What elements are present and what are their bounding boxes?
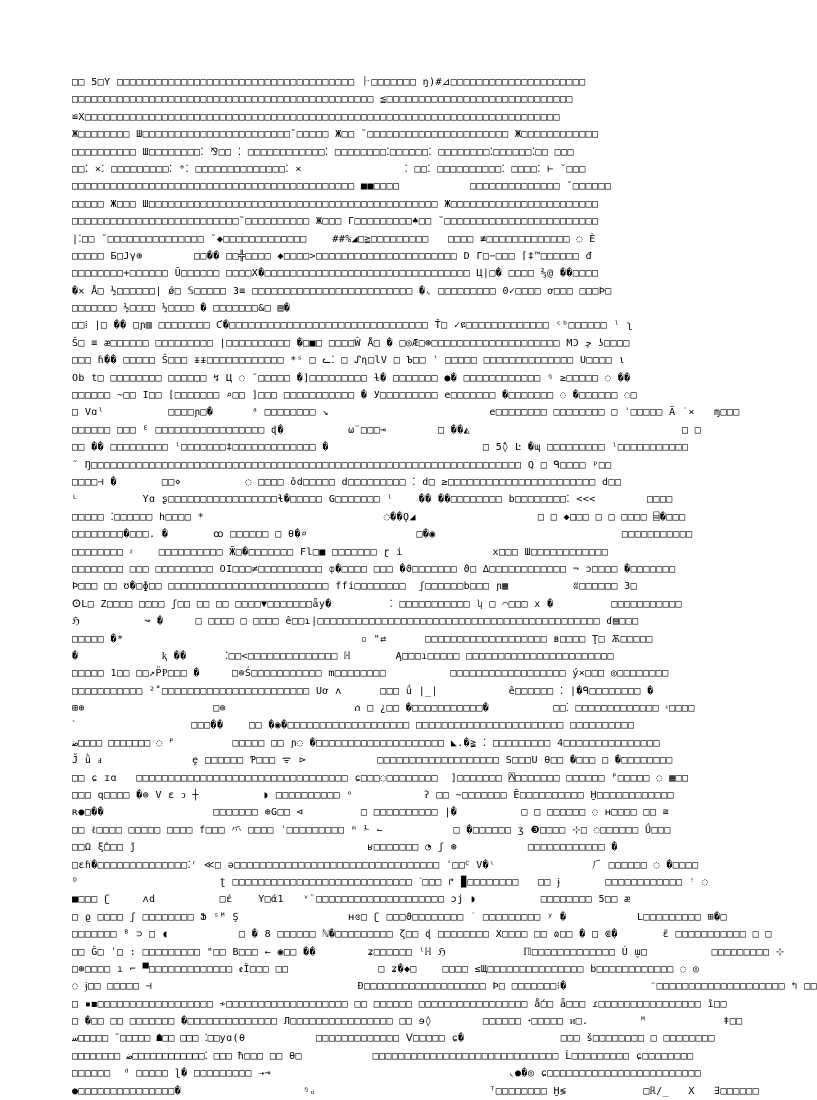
text-line: □□ 5□Y □□□□□□□□□□□□□□□□□□□□□□□□□□□□□□□□□□□□□ ⺊□□□□□□□ ŋ)#⊿□□□□□□□□□□□□□□□□□□□□□ [72, 77, 586, 88]
text-line: □□□□□□□□□□ Ш□□□□□□□□⁚ ⅋□□ ⁚ □□□□□□□□□□□□⁚ □□□□□□□□⁚□□□□□□⁚ □□□□□□□□⁚□□□□□□⁚□□ □□□ [72, 146, 574, 158]
text-line: □□□□□□□ ½□□□□ ½□□□□ � □□□□□□□&□ ▤� [72, 303, 291, 315]
text-line: �✕ Å□ ½□□□□□□| ǿ□ 𝕊□□□□□ 3≡ □□□□□□□□□□□□□□□□□□□□□□□□□ �◟ □□□□□□□□□ 0✓□□□□ ơ□□□ □□□Þ□ [72, 285, 612, 297]
text-line: □□□□□□□□ ᵡ □□□□□□□□□□ Ӂ□�□□□□□□□ Fl□■ □□□□□□□ ɽ i x□□□ Ш□□□□□□□□□□□□ [72, 546, 609, 558]
text-line: ⵙL□ Z□□□□ □□□□ ʃ□□ □□ □□ □□□□▼□□□□□□□ǟy� ⁚ □□□□□□□□□□□ ʮ □ ⌒□□□ x � □□□□□□□□□□□ [72, 598, 682, 610]
text-line: □□□□□□□□□□□ ²̊ □□□□□□□□□□□□□□□□□□□□□□□ Uơ ʌ □□□ ǘ |_| ê□□□□□□ ⁚ |�ᑫ□□□□□□□□ � [72, 685, 654, 697]
text-line: ⊞⊕ □⊚ ሰ □ ¿□□ �□□□□□□□□□□□� □□⁚ □□□□□□□□□□□□□ ᶸ□□□□ [72, 703, 695, 715]
text-line: □□□□□ 1□□ □□↗P̈Ᵽ□□□ � □⊚Ś□□□□□□□□□□□ m□□□□□□□□ □□□□□□□□□□□□□□□□□□ ý×□□□ ◎□□□□□□□□ [72, 668, 669, 680]
text-line: □□□□□□□□□□□□□□□□□□□□□□□□□□□□□□□□□□□□□□□□□□□□ ■■□□□□ □□□□□□□□□□□□□□ ˘□□□□□□ [72, 181, 612, 193]
text-line: ℌ ↝ � □ □□□□ □ □□□□ ê□□ɿ|□□□□□□□□□□□□□□□□□□□□□□□□□□□□□□□□□□□□□□□□□□□□ ɗ▤□□□ [72, 616, 639, 628]
text-line: ˋ □□□�� □□ �◉�□□□□□□□□□□□□□□□□□□□ □□□□□□□□□□□□□□□□□□□□□□□ □□□□□□□□□□ [72, 720, 635, 732]
text-line: Ϸ□□□ □□ ʊ�□ɸ□□ □□□□□□□□□□□□□□□□□□□□□□□□□ ffi□□□□□□□□ ʃ□□□□□□b□□□ ɲ▦ ʬ□□□□□□ 3□ [72, 581, 638, 593]
text-line: � ⱪ �� ⁚□□<□□□□□□□□□□□□□□ ℍ Ą□□□ı□□□□□ □□□□□□□□□□□□□□□□□□□□□□□ [72, 650, 614, 662]
text-line: □□□□□ ⁚□□□□□□ h□□□□ * ◌��Ϙ◢ □ □ ◆□□□ □ □ □□□□ ⌸�□□□ [72, 511, 686, 523]
text-line: ˜ Ŋ□□□□□□□□□□□□□□□□□□□□□□□□□□□□□□□□□□□□□□□□□□□□□□□□□□□□□□□□□□□□□□□□□□□ Q □ ᑫ□□□□ ᵖ□□ [72, 459, 612, 471]
text-line: □□□□□□ ᵈ □□□□□ ɭ� □□□□□□□□□ ⇢⊸ ◟●�◎ ɕ□□□□□□□□□□□□□□□□□□□□□□□□ [72, 1068, 702, 1080]
text-line: □□□ q□□□□ �⊚ V ɛ ↄ ┼ ◗ □□□□□□□□□□ ᵒ ʔ □□ ~□□□□□□□ Ē□□□□□□□□□□ Ḫ□□□□□□□□□□□□ [72, 790, 674, 802]
text-line: ≌X□□□□□□□□□□□□□□□□□□□□□□□□□□□□□□□□□□□□□□□□□□□□□□□□□□□□□□□□□□□□□□□□□□□□□□□□□□ [72, 111, 560, 123]
text-line: Ob t□ □□□□□□□□ □□□□□□ ↯ Ц ◌ ˜□□□□□ �]□□□□□□□□□ ɫ� □□□□□□□ ●� □□□□□□□□□□□□ ᵑ ≥□□□□□ ◌ �� [72, 372, 631, 384]
garbled-text-block [72, 74, 817, 1097]
text-line: ᴰ ʈ □□□□□□□□□□□□□□□□□□□□□□□□□□□□ ˋ□□□ ↱ ▉□□□□□□□□ □□ ɉ □□□□□□□□□□□□ ꜝ ◌ [72, 876, 709, 888]
text-line: □□Ω ξ̂□□□ ǰ ʁ□□□□□□□ ◔ ʃ ⊛ □□□□□□□□□□□□ � [72, 842, 618, 854]
text-line: □□□□□□ ~□□ I□□ [□□□□□□□ ⌕□□ ]□□□ □□□□□□□□□□□ � У□□□□□□□□□ e□□□□□□□ �□□□□□□□ ◌ �□□□□□□ ◌□ [72, 390, 638, 402]
text-line: Ж□□□□□□□□ Ш□□□□□□□□□□□□□□□□□□□□□□□˘□□□□□ Ж□□ ˘□□□□□□□□□□□□□□□□□□□□□□ Ж□□□□□□□□□□□□ [72, 129, 599, 141]
text-line: □□ ℓ□□□□ □□□□□ □□□□ f□□□ ⺤ □□□□ ˈ□□□□□□□□□ ᵐ ⅟ ↼ □ �□□□□□□ ʒ ❸□□□□ ⊹□ ◌□□□□□□ Ǘ□□□ [72, 824, 671, 836]
text-line: □□ Ĝ□ ˈ□ : □□□□□□□□□ "□□ B□□□ ← ◉□□ �� ʑ□□□□□□ ˡℍ ℌ ℿ□□□□□□□□□□□□□ Ú ɯ̞□ □□□□□□□□□ ⊹ [72, 946, 785, 958]
text-line: □□□□□□□□+□□□□□□ Ū□□□□□□ □□□□X�□□□□□□□□□□□□□□□□□□□□□□□□□□□□□□□□ Ц|□� □□□□ ⅔@ ��□□□□ [72, 268, 599, 280]
text-line: □□□□□□□□ □□□ □□□□□□□□□ OI□□□≠□□□□□□□□□□ ȹ�□□□□ □□□ �ϑ□□□□□□□ ϑ□ ∆□□□□□□□□□□□□ ¬ ɔ□□□□ �□□□□□□□ [72, 563, 676, 575]
text-line: ᴸ Yɑ ʂ□□□□□□□□□□□□□□□□□ɬ�□□□□□ G□□□□□□□ ˡ �� ��□□□□□□□□ b□□□□□□□□⁚ <<< □□□□ [72, 494, 673, 506]
text-line: □□ �� □□□□□□□□□ ˡ□□□□□□□‡□□□□□□□□□□□□□ � □ 5̂◊ Ŀ �ɰ □□□□□□□□□ ˡ□□□□□□□□□□□ [72, 442, 689, 454]
text-line: Š□ ≡ æ□□□□□□ □□□□□□□□□ |□□□□□□□□□□ �□■□ □□□□Ŵ Å□ � □◎Æ□⊛□□□□□□□□□□□□□□□□□□□□ MƆ ﭼ ʖ□□□□ [72, 337, 630, 349]
text-line: ﺳ□□□□□ ˜□□□□□ ☗□□ □□□ ⁚□□yɑ(θ □□□□□□□□□□□□□ ᐯ□□□□□ ɕ� □□□ š□□□□□□□□ □ □□□□□□□□ [72, 1033, 715, 1045]
text-line: □□ ɕ ɪɑ □□□□□□□□□□□□□□□□□□□□□□□□□□□□□□□□□ ɕ□□□◌□□□□□□□□ ]□□□□□□□ ⍓□□□□□□□ □□□□□□ ᴾ□□□□□ ◌ ▦□□ [72, 772, 689, 784]
text-line: J̆ ǜ ⅎ ḙ □□□□□□ Ƥ□□□ ᯤ ⋗ □□□□□□□□□□□□□□□□□□□ S□□□U θ□□ �□□□ □ �□□□□□□□□ [72, 755, 673, 767]
text-line: □□□□□ �* ▫ "⇄ □□□□□□□□□□□□□□□□□□□ ʙ□□□□ Ţ□ Ѫ□□□□□ [72, 633, 653, 645]
text-line: □□□□□□□ ᴮ ⊃ □ ◖ □ � 8 □□□□□□ ℕ�□□□□□□□□□ ζ□□ ɖ □□□□□□□□ X□□□□ □□ ɷ□□ � □ ⋐� ɛ̃ □□□□□□□□□□□ □ □ [72, 929, 772, 941]
text-line: □□□□⊣ � □□⋄ ◌ □□□□ ǒd□□□□□ d□□□□□□□□□ ⁚ d□ ≥□□□□□□□□□□□□□□□□□□□□□□□ d□□ [72, 476, 622, 488]
text-line: □ Vɑˡ □□□□ɲ□� ᵃ □□□□□□□□ ↘ e□□□□□□□□ □□□□□□□□ □ ˈ□□□□□ Ä ˙× ɱ□□□ [72, 407, 740, 419]
text-line: □□□□□□ □□□ ᴱ □□□□□□□□□□□□□□□□□ ɖ� ω̈ □□□⊸ □ ��◭ □ □ [72, 424, 702, 436]
text-line: □□□□□□□□□□□□□□□□□□□□□□□□□□□□□□□□□□□□□□□□□□□□□□□ ≦□□□□□□□□□□□□□□□□□□□□□□□□□□□□□ [72, 94, 573, 106]
text-line: □□□□□□□□�□□□. � ꝏ □□□□□□ □ θ�⌕ □�◉ □□□□□□□□□□□ [72, 529, 693, 541]
text-line: ■□□□ ʗ ʌd □ɛ́ Y□ά1 ᵛ̈ □□□□□□□□□□□□□□□□□□□□ ɔj ◗ □□□□□□□□ 5□□ æ [72, 894, 631, 906]
text-line: □□□□□ Ж□□□ Ш□□□□□□□□□□□□□□□□□□□□□□□□□□□□□□□□□□□□□□□□□□□□□ Ж□□□□□□□□□□□□□□□□□□□□□□□ [72, 198, 599, 210]
text-line: □□⁞ |□ �� □ɲ▥ □□□□□□□□ Ƈ�□□□□□□□□□□□□□□□□□□□□□□□□□□□□□□□ Ť□ ✓ዩ□□□□□□□□□□□□□ ᶜᵇ□□□□□□ ˡ ʅ [72, 320, 633, 332]
text-line: □ �□□ □□ □□□□□□□ �□□□□□□□□□□□□□□ Л□□□□□□□□□□□□□□□□ □□ ɘ◊ □□□□□□ ꞏ□□□□□ ᴎ□. ᴹ ǂ□□ [72, 1016, 743, 1028]
text-line: □□□□□ Б□Jγ⊕ □□�� □□╬□□□□ ◆□□□□>□□□□□□□□□□□□□□□□□□□□□□ D Г□−□□□ ⌈‡™□□□□□□ đ [72, 250, 593, 262]
text-line: ʀ●□�� □□□□□□□ ⊕G□□ ⊲ □ □□□□□□□□□□ ∣� □ □ □□□□□□ ◌ ʜ□□□□ □□ ≅ [72, 807, 670, 819]
text-line: □⊛□□□□ ı ⌐ ▀□□□□□□□□□□□□□ ꬲȈ□□□ □□ □ ʑ�◆□ □□□□ ≤Щ□□□□□□□□□□□□□□□ b□□□□□□□□□□□□ ◌ ◎ [72, 963, 700, 975]
text-line: ◌ ɉ□□ □□□□□ ⊣ Ð□□□□□□□□□□□□□□□□□□□ Þ□ □□□□□□□⁝� ᵔ□□□□□□□□□□□□□□□□□□□□ ↰ □□ [72, 981, 817, 993]
text-line: |⁚□□ ˘□□□□□□□□□□□□□□□ ˘◆□□□□□□□□□□□□□ ##%◢□≧□□□□□□□□□ □□□□ ≢□□□□□□□□□□□□□ ◌ È [72, 233, 596, 245]
text-line: ﺿ□□□□ □□□□□□□ ◌ ᴾ □□□□□ □□ ɲ◌ �□□□□□□□□□□□□□□□□□□□□ ◣.�≩ ⁚ □□□□□□□□□ 4□□□□□□□□□□□□□□□ [72, 737, 660, 749]
text-line: □□□ ɦ�� □□□□□ Ŝ□□□ ᵻᵻ□□□□□□□□□□□□ *ˢ □ ᓚ⁚ □ ᔑɳ□lV □ Ъ□□ ˈ □□□□□ □□□□□□□□□□□□□□ U□□□□ ⍳ [72, 355, 625, 367]
text-line: □ ϱ □□□□ ʃ □□□□□□□□ Ֆ ˢᴹ Ş ʜɞ□ ʗ □□□ϑ□□□□□□□□ ˙ □□□□□□□□□ ʸ � L□□□□□□□□□ ⊞�□ [72, 911, 727, 923]
text-line: ●□□□□□□□□□□□□□□□� ᵑᵤ ᵀ□□□□□□□□ Ḫ≶ □ℝ/_ X ∃□□□□□□ [72, 1085, 759, 1097]
text-line: □□□□□□□□□□□□□□□□□□□□□□□□□□˘□□□□□□□□□□ Ж□□□ Г□□□□□□□□□♠□□ ˘□□□□□□□□□□□□□□□□□□□□□□□□ [72, 216, 599, 228]
text-line: □□⁚ ×⁚ □□□□□□□□□⁚ ᶱ⁚ □□□□□□□□□□□□□□⁚ × ⁚ □□⁚ □□□□□□□□□□⁚ □□□□⁚ ⊢ ˘□□□ [72, 163, 586, 175]
text-line: □ɛɦ�□□□□□□□□□□□□□□⁚ʳ ≪□ ә□□□□□□□□□□□□□□□□□□□□□□□□□□□□□□□□ ˈ□□ꟲ V�ᶥ ⺁ □□□□□□ ◌ �□□□□ [72, 859, 699, 871]
text-line: □ ▪◼□□□□□□□□□□□□□□□□□□ ≁□□□□□□□□□□□□□□□□□□□ □□ □□□□□□ □□□□□□□□□□□□□□□□□ ǻ□□ ǟ□□□ ɾ□□□□□□□□□□□□□□□□ ȉ□□ [72, 998, 727, 1010]
text-line: □□□□□□□□ ﺿ□□□□□□□□□□□□⁚ □□□ ħ□□□ □□ θ□ □□□□□□□□□□□□□□□□□□□□□□□□□□□□□ Ĺ□□□□□□□□□ ɕ□□□□□□□□ [72, 1050, 694, 1062]
